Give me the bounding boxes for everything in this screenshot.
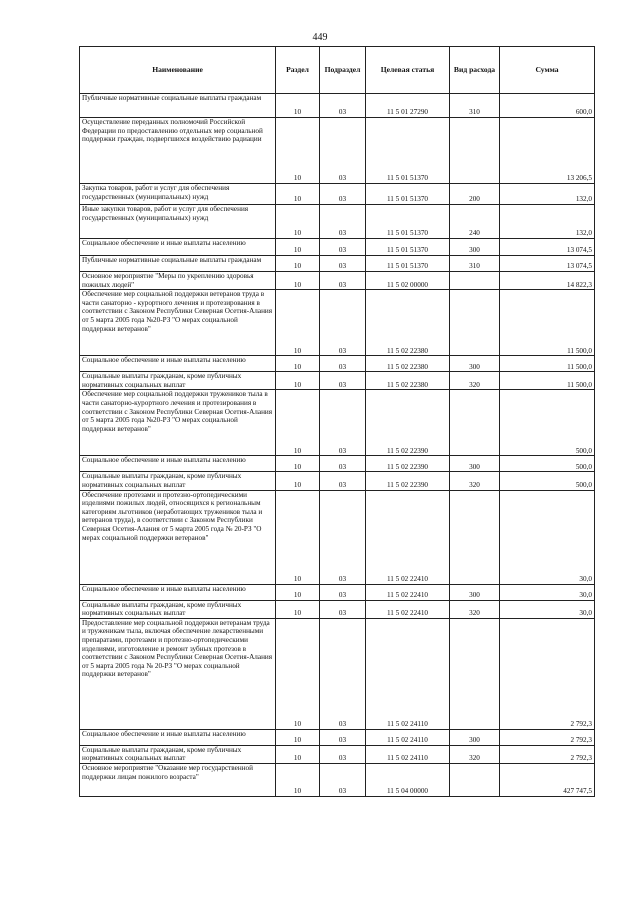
header-name: Наименование (80, 47, 276, 94)
row-subsection: 03 (320, 272, 366, 290)
row-sum: 11 500,0 (500, 372, 595, 390)
page-number: 449 (312, 32, 328, 43)
table-row (80, 472, 595, 490)
row-sum: 2 792,3 (500, 729, 595, 745)
header-subsection: Подраздел (320, 47, 366, 94)
row-name: Публичные нормативные социальные выплаты гражданам (80, 256, 276, 272)
row-section: 10 (276, 472, 320, 490)
row-subsection: 03 (320, 390, 366, 456)
row-section: 10 (276, 205, 320, 239)
table-row (80, 390, 595, 456)
budget-table (79, 46, 595, 797)
row-kind: 300 (450, 729, 500, 745)
header-kind: Вид расхода (450, 47, 500, 94)
row-section: 10 (276, 600, 320, 618)
row-sum: 11 500,0 (500, 356, 595, 372)
row-target: 11 5 02 22390 (366, 390, 450, 456)
row-sum: 427 747,5 (500, 763, 595, 796)
row-section: 10 (276, 118, 320, 184)
row-sum: 500,0 (500, 456, 595, 472)
row-kind: 240 (450, 205, 500, 239)
row-section: 10 (276, 729, 320, 745)
row-subsection: 03 (320, 372, 366, 390)
row-target: 11 5 02 22380 (366, 372, 450, 390)
row-section: 10 (276, 390, 320, 456)
row-kind: 200 (450, 184, 500, 205)
row-name: Основное мероприятие "Оказание мер государственной поддержки лицам пожилого возраста" (80, 763, 276, 796)
row-section: 10 (276, 490, 320, 584)
row-kind (450, 118, 500, 184)
row-target: 11 5 02 24110 (366, 618, 450, 729)
table-row (80, 618, 595, 729)
row-sum: 13 074,5 (500, 256, 595, 272)
row-target: 11 5 01 27290 (366, 94, 450, 118)
row-sum: 30,0 (500, 490, 595, 584)
row-kind: 300 (450, 584, 500, 600)
table-row (80, 94, 595, 118)
row-sum: 2 792,3 (500, 618, 595, 729)
row-subsection: 03 (320, 456, 366, 472)
row-section: 10 (276, 618, 320, 729)
row-kind: 320 (450, 472, 500, 490)
row-target: 11 5 02 22390 (366, 456, 450, 472)
row-target: 11 5 02 22390 (366, 472, 450, 490)
row-name: Обеспечение мер социальной поддержки ветеранов труда в части санаторно - курортного лечения и протезирования в соответствии с Законом Республики Северная Осетия-Алания от 5 марта 2005 года №20-РЗ "О мерах социальной поддержки ветеранов" (80, 290, 276, 356)
row-sum: 30,0 (500, 600, 595, 618)
table-header-row (80, 47, 595, 94)
row-name: Социальное обеспечение и иные выплаты населению (80, 584, 276, 600)
row-sum: 132,0 (500, 205, 595, 239)
row-subsection: 03 (320, 584, 366, 600)
row-subsection: 03 (320, 763, 366, 796)
row-subsection: 03 (320, 205, 366, 239)
table-body (80, 94, 595, 797)
row-section: 10 (276, 584, 320, 600)
row-subsection: 03 (320, 600, 366, 618)
row-subsection: 03 (320, 239, 366, 256)
row-section: 10 (276, 763, 320, 796)
row-target: 11 5 02 00000 (366, 272, 450, 290)
row-name: Иные закупки товаров, работ и услуг для обеспечения государственных (муниципальных) нужд (80, 205, 276, 239)
row-section: 10 (276, 256, 320, 272)
row-name: Основное мероприятие "Меры по укреплению здоровья пожилых людей" (80, 272, 276, 290)
row-subsection: 03 (320, 94, 366, 118)
row-subsection: 03 (320, 618, 366, 729)
row-section: 10 (276, 184, 320, 205)
row-name: Социальные выплаты гражданам, кроме публичных нормативных социальных выплат (80, 472, 276, 490)
row-kind (450, 390, 500, 456)
row-name: Обеспечение мер социальной поддержки тружеников тыла в части санаторно-курортного лечения и протезирования в соответствии с Законом Республики Северная Осетия-Алания от 5 марта 2005 года №20-РЗ "О мерах социальной поддержки ветеранов" (80, 390, 276, 456)
row-name: Публичные нормативные социальные выплаты гражданам (80, 94, 276, 118)
header-section: Раздел (276, 47, 320, 94)
row-name: Предоставление мер социальной поддержки ветеранам труда и труженикам тыла, включая обеспечение лекарственными препаратами, протезами и протезно-ортопедическими изделиями, изготовление и ремонт зубных протезов в соответствии с Законом Республики Северная Осетия-Алания от 5 марта 2005 года № 20-РЗ "О мерах социальной поддержки ветеранов" (80, 618, 276, 729)
table-row (80, 372, 595, 390)
row-subsection: 03 (320, 490, 366, 584)
row-target: 11 5 02 22410 (366, 600, 450, 618)
row-kind: 320 (450, 745, 500, 763)
row-target: 11 5 02 22380 (366, 290, 450, 356)
table-row (80, 290, 595, 356)
row-target: 11 5 02 22410 (366, 490, 450, 584)
row-sum: 132,0 (500, 184, 595, 205)
table-row (80, 729, 595, 745)
row-kind: 320 (450, 600, 500, 618)
row-section: 10 (276, 290, 320, 356)
table-row (80, 745, 595, 763)
row-target: 11 5 02 24110 (366, 745, 450, 763)
row-name: Социальное обеспечение и иные выплаты населению (80, 729, 276, 745)
row-kind: 320 (450, 372, 500, 390)
table-row (80, 256, 595, 272)
row-sum: 13 074,5 (500, 239, 595, 256)
row-sum: 2 792,3 (500, 745, 595, 763)
row-subsection: 03 (320, 356, 366, 372)
table-row (80, 600, 595, 618)
row-kind: 310 (450, 256, 500, 272)
row-target: 11 5 02 22410 (366, 584, 450, 600)
row-kind (450, 290, 500, 356)
row-name: Социальное обеспечение и иные выплаты населению (80, 456, 276, 472)
row-target: 11 5 01 51370 (366, 205, 450, 239)
row-sum: 14 822,3 (500, 272, 595, 290)
row-sum: 500,0 (500, 390, 595, 456)
row-name: Осуществление переданных полномочий Российской Федерации по предоставлению отдельных мер социальной поддержки граждан, подвергшихся воздействию радиации (80, 118, 276, 184)
row-name: Социальные выплаты гражданам, кроме публичных нормативных социальных выплат (80, 745, 276, 763)
row-sum: 500,0 (500, 472, 595, 490)
row-target: 11 5 04 00000 (366, 763, 450, 796)
row-subsection: 03 (320, 184, 366, 205)
row-target: 11 5 01 51370 (366, 239, 450, 256)
row-section: 10 (276, 372, 320, 390)
table-row (80, 356, 595, 372)
row-subsection: 03 (320, 256, 366, 272)
table-row (80, 456, 595, 472)
header-sum: Сумма (500, 47, 595, 94)
row-section: 10 (276, 456, 320, 472)
row-kind: 310 (450, 94, 500, 118)
row-target: 11 5 02 24110 (366, 729, 450, 745)
row-section: 10 (276, 745, 320, 763)
row-kind (450, 272, 500, 290)
table-row (80, 763, 595, 796)
row-subsection: 03 (320, 118, 366, 184)
row-kind: 300 (450, 456, 500, 472)
row-sum: 11 500,0 (500, 290, 595, 356)
row-name: Социальное обеспечение и иные выплаты населению (80, 356, 276, 372)
row-name: Социальные выплаты гражданам, кроме публичных нормативных социальных выплат (80, 600, 276, 618)
row-subsection: 03 (320, 472, 366, 490)
row-section: 10 (276, 272, 320, 290)
row-subsection: 03 (320, 290, 366, 356)
row-name: Обеспечение протезами и протезно-ортопедическими изделиями пожилых людей, относящихся к региональным категориям льготников (неработающих тружеников тыла и ветеранов труда), в соответствии с Законом Республики Северная Осетия-Алания от 5 марта 2005 года № 20-РЗ "О мерах социальной поддержки ветеранов" (80, 490, 276, 584)
row-section: 10 (276, 94, 320, 118)
row-sum: 13 206,5 (500, 118, 595, 184)
row-target: 11 5 01 51370 (366, 256, 450, 272)
row-kind (450, 763, 500, 796)
table-row (80, 239, 595, 256)
row-subsection: 03 (320, 745, 366, 763)
table-row (80, 272, 595, 290)
row-name: Социальные выплаты гражданам, кроме публичных нормативных социальных выплат (80, 372, 276, 390)
row-target: 11 5 02 22380 (366, 356, 450, 372)
row-kind (450, 618, 500, 729)
table-row (80, 205, 595, 239)
row-kind: 300 (450, 356, 500, 372)
row-kind: 300 (450, 239, 500, 256)
row-section: 10 (276, 356, 320, 372)
row-sum: 30,0 (500, 584, 595, 600)
row-target: 11 5 01 51370 (366, 184, 450, 205)
row-name: Закупка товаров, работ и услуг для обеспечения государственных (муниципальных) нужд (80, 184, 276, 205)
row-sum: 600,0 (500, 94, 595, 118)
table-row (80, 118, 595, 184)
row-target: 11 5 01 51370 (366, 118, 450, 184)
table-row (80, 490, 595, 584)
row-kind (450, 490, 500, 584)
table-row (80, 584, 595, 600)
row-subsection: 03 (320, 729, 366, 745)
row-name: Социальное обеспечение и иные выплаты населению (80, 239, 276, 256)
table-row (80, 184, 595, 205)
header-target: Целевая статья (366, 47, 450, 94)
row-section: 10 (276, 239, 320, 256)
